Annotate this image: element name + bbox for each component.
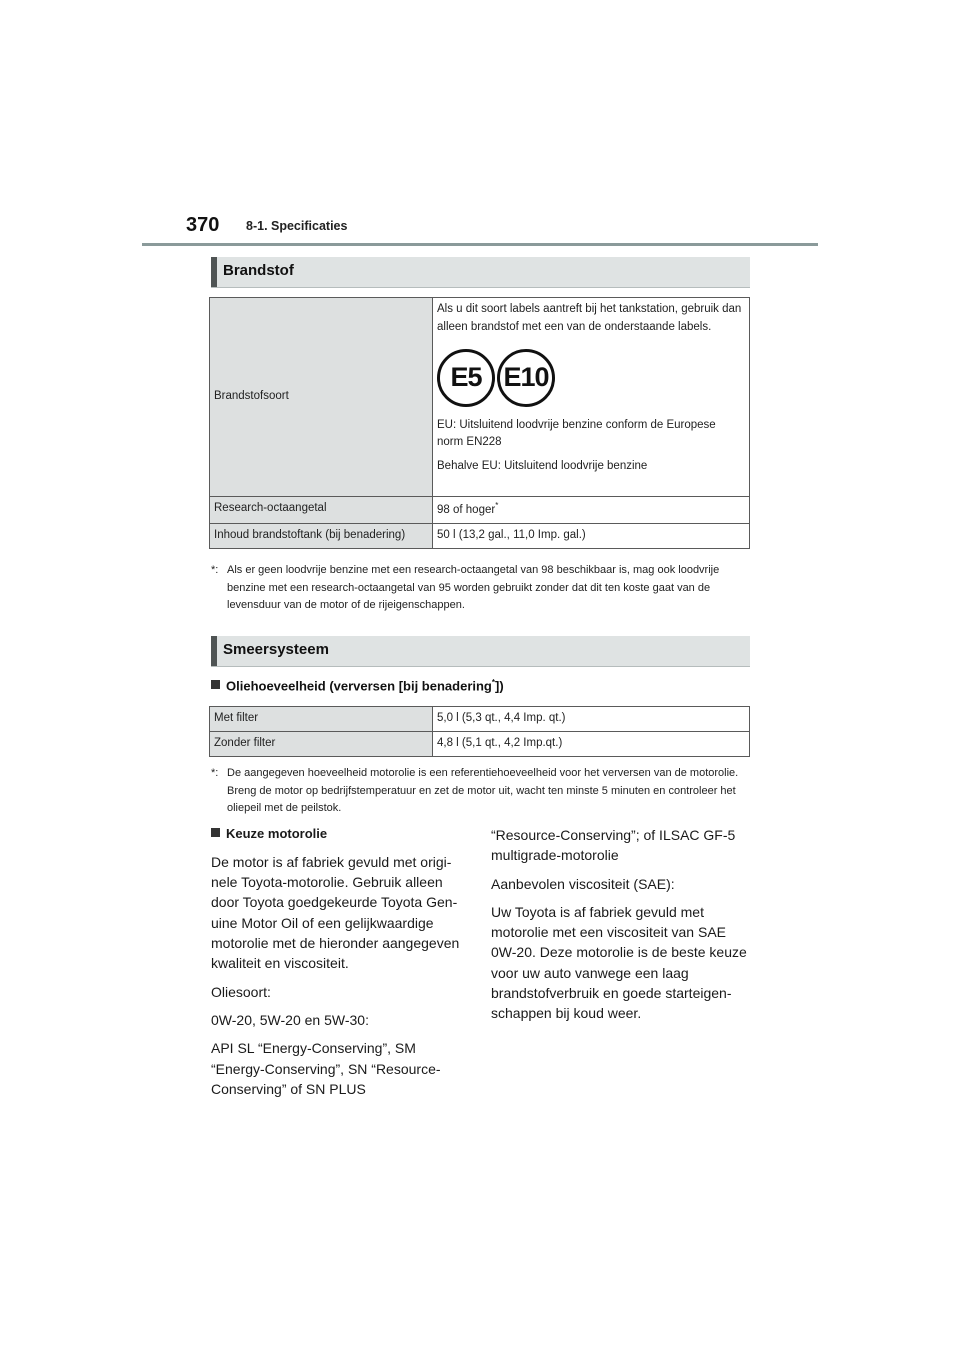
page-number: 370 <box>186 214 220 236</box>
oil-row-label: Met filter <box>210 707 433 732</box>
oil-row-value: 4,8 l (5,1 qt., 4,2 Imp.qt.) <box>433 731 750 756</box>
heading-bar <box>211 636 217 666</box>
section-reference: 8-1. Specificaties <box>246 219 348 233</box>
section-heading-smeersysteem <box>211 636 750 667</box>
oil-capacity-close: ]) <box>495 678 504 694</box>
eu-fuel-text: EU: Uitsluitend loodvrije benzine conform de Europese norm EN228 <box>437 418 716 449</box>
header-divider <box>142 243 818 246</box>
fuel-spec-table <box>209 297 750 549</box>
heading-text: Smeersysteem <box>223 641 329 658</box>
tank-value: 50 l (13,2 gal., 11,0 Imp. gal.) <box>433 524 750 549</box>
fuel-type-label: Brandstofsoort <box>210 298 433 497</box>
oil-row-label: Zonder filter <box>210 731 433 756</box>
footnote-mark: *: <box>211 767 219 779</box>
oil-footnote <box>211 765 751 818</box>
paragraph: 0W-20, 5W-20 en 5W-30: <box>211 1011 369 1028</box>
octane-cell <box>433 497 750 524</box>
footnote-text: Als er geen loodvrije benzine met een research-octaangetal van 98 beschikbaar is, mag ook loodvrije benzine met een research-octaangetal van 95 worden gebruikt zonder dat dit ten koste gaat van de levensduur van de motor of de rijeigenschappen. <box>227 564 720 612</box>
oil-capacity-table <box>209 706 750 757</box>
footnote-text: De aangegeven hoeveelheid motorolie is een referentiehoeveelheid voor het verversen van de motorolie. Breng de motor op bedrijfstemperatuur en zet de motor uit, wacht ten minste 5 minuten en controleer het oliepeil met de peilstok. <box>227 767 739 815</box>
octane-label: Research-octaangetal <box>210 497 433 524</box>
footnote-mark: *: <box>211 564 219 576</box>
fuel-label-badges <box>437 349 745 407</box>
oil-choice-left-column <box>211 825 469 1107</box>
oil-capacity-heading <box>211 678 504 693</box>
table-row <box>210 731 750 756</box>
paragraph: Aanbevolen viscositeit (SAE): <box>491 875 675 892</box>
paragraph: Uw Toyota is af fabriek gevuld met motorolie met een viscositeit van SAE 0W-20. Deze motorolie is de beste keuze voor uw auto vanwege een laag brandstofverbruik en goede starteigenschappen bij koud weer. <box>491 903 747 1022</box>
tank-label: Inhoud brandstoftank (bij benadering) <box>210 524 433 549</box>
table-row <box>210 707 750 732</box>
fuel-type-value <box>433 298 750 497</box>
paragraph: API SL “Energy-Conserving”, SM “Energy-Conserving”, SN “Resource-Conserving” of SN PLUS <box>211 1040 441 1097</box>
heading-bar <box>211 257 217 287</box>
octane-value: 98 of hoger <box>437 503 496 516</box>
table-row-fuel-type <box>210 298 750 497</box>
fuel-footnote <box>211 562 751 615</box>
section-heading-brandstof <box>211 257 750 288</box>
table-row-octane <box>210 497 750 524</box>
oil-capacity-title: Oliehoeveelheid (verversen [bij benadering <box>226 678 492 694</box>
footnote-marker: * <box>495 501 499 510</box>
paragraph: De motor is af fabriek gevuld met originele Toyota-motorolie. Gebruik alleen door Toyota goedgekeurde Toyota Genuine Motor Oil of een gelijkwaardige motorolie met de hieronder aangegeven kwaliteit en viscositeit. <box>211 853 460 972</box>
oil-choice-right-column <box>491 825 753 1032</box>
table-row-tank <box>210 524 750 549</box>
bullet-square-icon <box>211 680 220 689</box>
bullet-square-icon <box>211 828 220 837</box>
paragraph: “Resource-Conserving”; of ILSAC GF-5 multigrade-motorolie <box>491 827 736 864</box>
oil-choice-heading <box>211 825 469 844</box>
oil-choice-title: Keuze motorolie <box>226 826 328 841</box>
non-eu-fuel-text: Behalve EU: Uitsluitend loodvrije benzine <box>437 460 648 473</box>
heading-text: Brandstof <box>223 262 294 279</box>
oil-row-value: 5,0 l (5,3 qt., 4,4 Imp. qt.) <box>433 707 750 732</box>
labels-intro-text: Als u dit soort labels aantreft bij het tankstation, gebruik dan alleen brandstof met een van de onderstaande labels. <box>437 303 742 333</box>
e5-label-icon: E5 <box>437 349 495 407</box>
e10-label-icon: E10 <box>497 349 555 407</box>
paragraph: Oliesoort: <box>211 983 271 1000</box>
footnote-marker: * <box>491 678 495 687</box>
